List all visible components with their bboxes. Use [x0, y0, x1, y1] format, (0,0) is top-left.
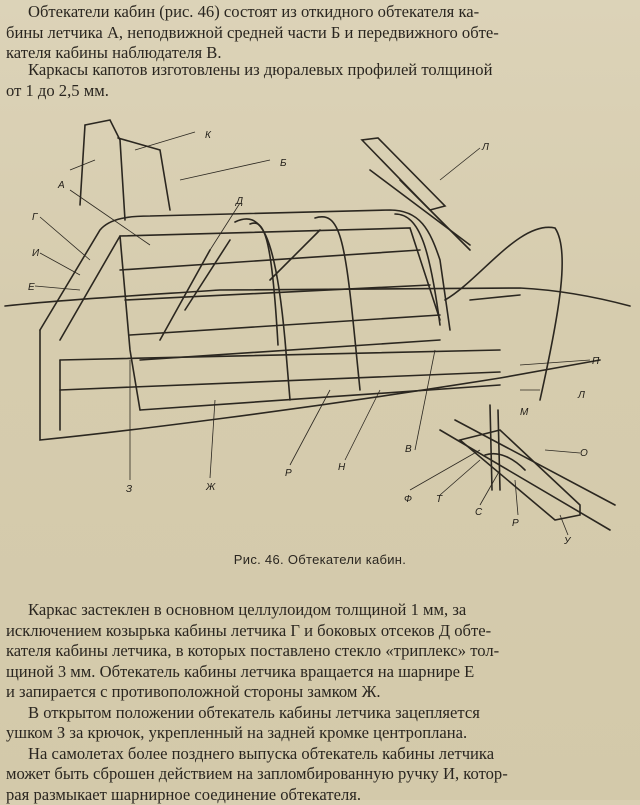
text-line: ушком З за крючок, укрепленный на задней кромке центроплана. [6, 723, 634, 744]
canopy-bow [315, 217, 360, 390]
figure-caption: Рис. 46. Обтекатели кабин. [0, 552, 640, 567]
figure-label: Д [235, 196, 243, 207]
text-line: кателя кабины наблюдателя В. [6, 43, 634, 64]
text-line: и запирается с противоположной стороны замком Ж. [6, 682, 634, 703]
figure-label: С [475, 507, 483, 518]
text-line: Каркасы капотов изготовлены из дюралевых профилей толщиной [6, 60, 634, 81]
body-paragraphs [6, 600, 634, 805]
text-line: бины летчика А, неподвижной средней части Б и передвижного обте- [6, 23, 634, 44]
figure-label: Н [338, 462, 346, 473]
figure-label: П [592, 356, 600, 367]
text-line: может быть сброшен действием на запломбированную ручку И, котор- [6, 764, 634, 785]
figure-label: З [126, 484, 132, 495]
figure-label: В [405, 444, 412, 455]
figure-label: Ж [205, 482, 216, 493]
canopy-bow [235, 219, 290, 400]
text-line: На самолетах более позднего выпуска обтекатель кабины летчика [6, 744, 634, 765]
frames-paragraph [6, 60, 634, 101]
text-line: Обтекатели кабин (рис. 46) состоят из откидного обтекателя ка- [6, 2, 634, 23]
figure-label: Г [32, 212, 39, 223]
text-line: исключением козырька кабины летчика Г и боковых отсеков Д обте- [6, 621, 634, 642]
intro-paragraph [6, 2, 634, 64]
figure-label: Б [280, 158, 287, 169]
figure-label: У [563, 536, 572, 547]
figure-label: Ф [404, 494, 412, 505]
text-line: щиной 3 мм. Обтекатель кабины летчика вращается на шарнире Е [6, 662, 634, 683]
text-line: В открытом положении обтекатель кабины летчика зацепляется [6, 703, 634, 724]
figure-label: Р [285, 468, 292, 479]
figure-label: Т [436, 494, 443, 505]
figure-label: Р [512, 518, 519, 529]
canopy-bow [395, 214, 440, 325]
text-line: от 1 до 2,5 мм. [6, 81, 634, 102]
text-line: Каркас застеклен в основном целлулоидом толщиной 1 мм, за [6, 600, 634, 621]
figure-label: Л [481, 142, 489, 153]
figure-label: Е [28, 282, 35, 293]
figure-label: М [520, 407, 529, 418]
figure-label: Л [577, 390, 585, 401]
canopy-figure [0, 110, 640, 550]
windshield [85, 120, 125, 220]
figure-label: К [205, 130, 212, 141]
figure-label: О [580, 448, 588, 459]
fuselage-side [40, 330, 600, 440]
figure-label: И [32, 248, 40, 259]
figure-label: А [57, 180, 65, 191]
text-line: кателя кабины летчика, в которых поставлено стекло «триплекс» тол- [6, 641, 634, 662]
text-line: рая размыкает шарнирное соединение обтекателя. [6, 785, 634, 805]
